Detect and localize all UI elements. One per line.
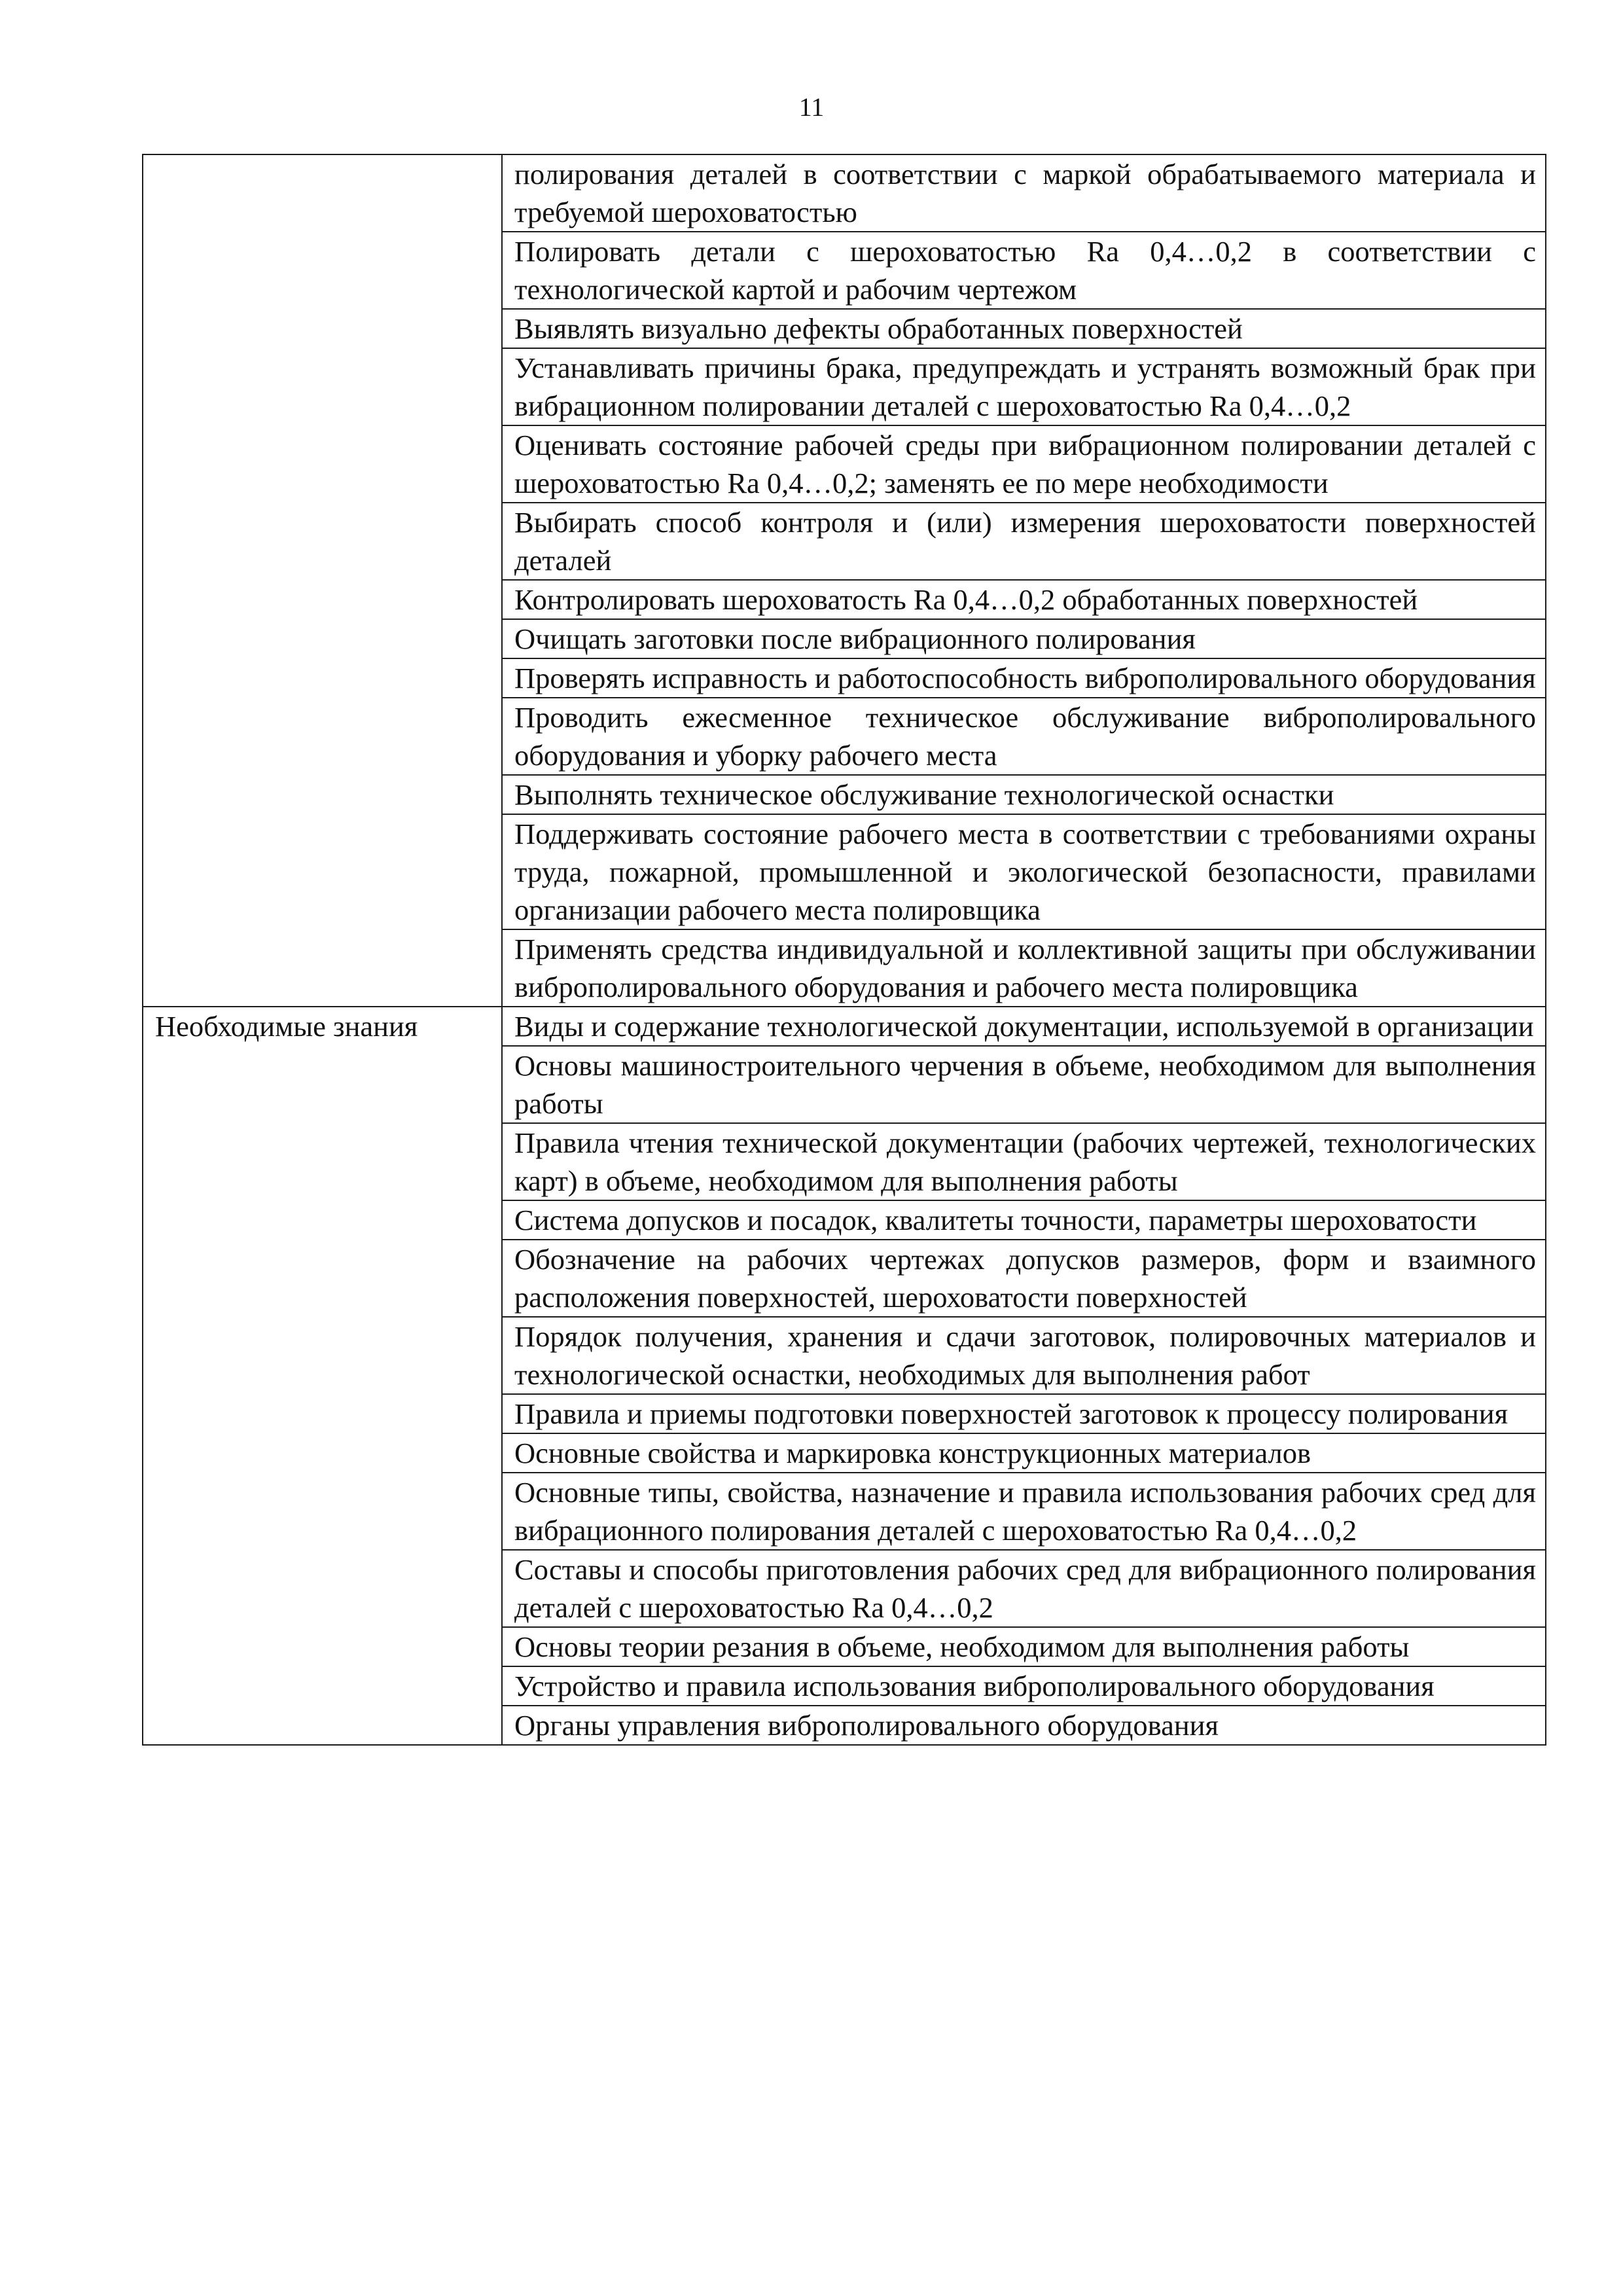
page-number: 11 [798,92,825,122]
requirements-table [142,154,1546,1746]
row-label-cell [143,154,502,1007]
requirement-item: Виды и содержание технологической документации, используемой в организации [502,1007,1546,1046]
requirement-item: Порядок получения, хранения и сдачи заготовок, полировочных материалов и технологической оснастки, необходимых для выполнения работ [502,1317,1546,1394]
requirement-item: Оценивать состояние рабочей среды при вибрационном полировании деталей с шероховатостью Ra 0,4…0,2; заменять ее по мере необходимости [502,425,1546,503]
requirement-item: Проверять исправность и работоспособность виброполировального оборудования [502,658,1546,698]
requirement-item: Применять средства индивидуальной и коллективной защиты при обслуживании виброполировального оборудования и рабочего места полировщика [502,929,1546,1007]
requirement-item: Система допусков и посадок, квалитеты точности, параметры шероховатости [502,1200,1546,1240]
requirement-item: полирования деталей в соответствии с маркой обрабатываемого материала и требуемой шероховатостью [502,154,1546,232]
requirement-item: Контролировать шероховатость Ra 0,4…0,2 обработанных поверхностей [502,580,1546,619]
requirement-item: Выполнять техническое обслуживание технологической оснастки [502,775,1546,814]
requirement-item: Составы и способы приготовления рабочих сред для вибрационного полирования деталей с шероховатостью Ra 0,4…0,2 [502,1550,1546,1627]
table-row [143,1007,1546,1046]
requirement-item: Правила чтения технической документации (рабочих чертежей, технологических карт) в объеме, необходимом для выполнения работы [502,1123,1546,1200]
requirement-item: Поддерживать состояние рабочего места в соответствии с требованиями охраны труда, пожарной, промышленной и экологической безопасности, правилами организации рабочего места полировщика [502,814,1546,929]
requirement-item: Основы теории резания в объеме, необходимом для выполнения работы [502,1627,1546,1666]
requirement-item: Выбирать способ контроля и (или) измерения шероховатости поверхностей деталей [502,503,1546,580]
requirement-item: Основные свойства и маркировка конструкционных материалов [502,1433,1546,1473]
requirement-item: Проводить ежесменное техническое обслуживание виброполировального оборудования и уборку рабочего места [502,698,1546,775]
requirement-item: Основы машиностроительного черчения в объеме, необходимом для выполнения работы [502,1046,1546,1123]
requirement-item: Органы управления виброполировального оборудования [502,1706,1546,1745]
requirement-item: Основные типы, свойства, назначение и правила использования рабочих сред для вибрационного полирования деталей с шероховатостью Ra 0,4…0,2 [502,1473,1546,1550]
requirement-item: Полировать детали с шероховатостью Ra 0,4…0,2 в соответствии с технологической картой и рабочим чертежом [502,232,1546,309]
requirement-item: Устанавливать причины брака, предупреждать и устранять возможный брак при вибрационном полировании деталей с шероховатостью Ra 0,4…0,2 [502,348,1546,425]
table-row [143,154,1546,232]
requirement-item: Устройство и правила использования виброполировального оборудования [502,1666,1546,1706]
requirement-item: Очищать заготовки после вибрационного полирования [502,619,1546,658]
requirement-item: Обозначение на рабочих чертежах допусков размеров, форм и взаимного расположения поверхностей, шероховатости поверхностей [502,1240,1546,1317]
row-label-cell: Необходимые знания [143,1007,502,1745]
requirement-item: Выявлять визуально дефекты обработанных поверхностей [502,309,1546,348]
requirement-item: Правила и приемы подготовки поверхностей заготовок к процессу полирования [502,1394,1546,1433]
